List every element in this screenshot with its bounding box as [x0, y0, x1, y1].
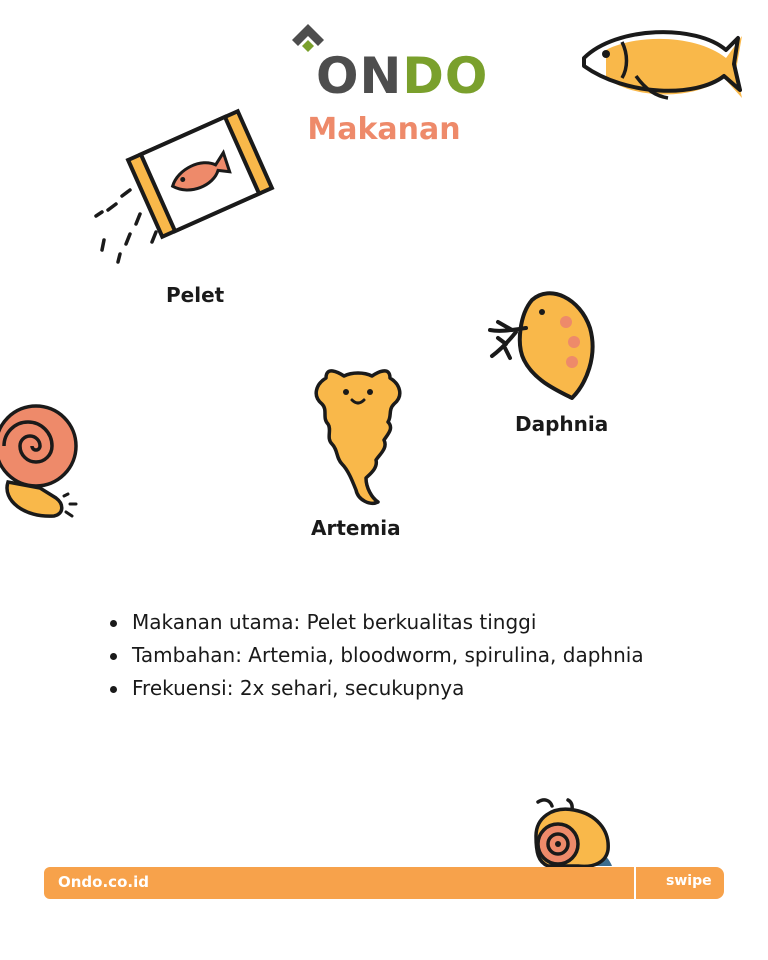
label-pelet: Pelet: [166, 283, 225, 307]
list-item: Makanan utama: Pelet berkualitas tinggi: [110, 606, 650, 639]
artemia-icon: [308, 366, 408, 510]
list-item: Tambahan: Artemia, bloodworm, spirulina, daphnia: [110, 639, 650, 672]
footer-site-link[interactable]: Ondo.co.id: [58, 873, 149, 891]
fish-icon: [576, 20, 746, 104]
page-title: Makanan: [307, 112, 461, 147]
swipe-label: swipe: [666, 873, 712, 889]
brand-logo: [288, 22, 489, 105]
food-packet-icon: [90, 104, 280, 274]
daphnia-icon: [486, 286, 598, 406]
label-artemia: Artemia: [311, 516, 401, 540]
feeding-info-list: [110, 606, 650, 705]
label-daphnia: Daphnia: [515, 412, 609, 436]
snail-icon: [0, 400, 84, 524]
small-snail-icon: [528, 796, 614, 868]
list-item: Frekuensi: 2x sehari, secukupnya: [110, 672, 650, 705]
brand-name: ONDO: [316, 47, 489, 105]
